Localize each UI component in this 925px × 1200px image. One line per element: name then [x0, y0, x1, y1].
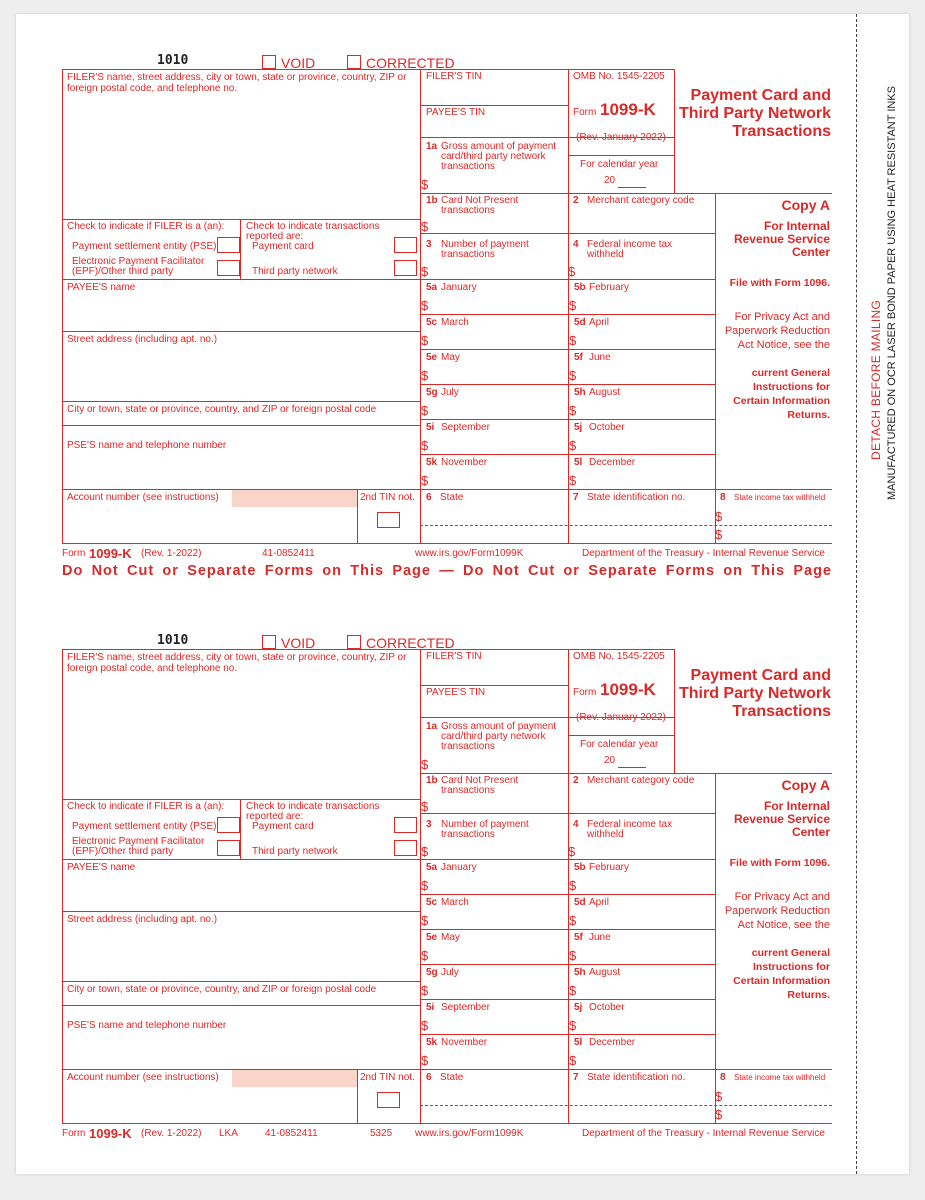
box-3-label: Number of payment transactions: [441, 819, 529, 840]
rule: [357, 1069, 358, 1123]
rule: [420, 894, 715, 895]
box-1a-label: Gross amount of payment card/third party network transactions: [441, 141, 557, 172]
box-1b-label: Card Not Present transactions: [441, 195, 519, 216]
privacy-notice: For Privacy Act and Paperwork Reduction Act Notice, see the: [724, 891, 830, 931]
box-3-label: Number of payment transactions: [441, 239, 529, 260]
box-5i-amount-field[interactable]: [432, 1015, 562, 1032]
copy-label: Copy A: [781, 197, 830, 213]
box-5c-num: 5c: [426, 317, 438, 328]
box-5k-amount-field[interactable]: [432, 1050, 562, 1067]
box-5l-num: 5l: [574, 1037, 583, 1048]
payment-card-checkbox[interactable]: [394, 237, 417, 253]
account-number-field[interactable]: [232, 1070, 357, 1087]
footer-rev: (Rev. 1-2022): [141, 548, 202, 559]
box-5a-num: 5a: [426, 862, 438, 873]
box-5h-dollar: $: [569, 983, 577, 998]
box-5i-dollar: $: [421, 438, 429, 453]
box-7-num: 7: [573, 1072, 579, 1083]
rule: [420, 813, 715, 814]
payment-card-label: Payment card: [252, 821, 314, 832]
box-3-num: 3: [426, 239, 432, 250]
box-5b-dollar: $: [569, 298, 577, 313]
footer-dept: Department of the Treasury - Internal Revenue Service: [582, 1128, 825, 1139]
rule: [62, 799, 420, 800]
second-tin-checkbox[interactable]: [377, 1092, 400, 1108]
box-5h-num: 5h: [574, 387, 586, 398]
form-number: 1099-K: [600, 100, 656, 119]
rule: [420, 349, 715, 350]
box-1b-dollar: $: [421, 219, 429, 234]
box-5b-num: 5b: [574, 282, 586, 293]
box-6-label: State: [440, 492, 464, 503]
box-5i-num: 5i: [426, 422, 435, 433]
omb-number: OMB No. 1545-2205: [573, 651, 665, 662]
box-5e-dollar: $: [421, 948, 429, 963]
box-5b-label: February: [589, 862, 630, 873]
rule: [568, 735, 674, 736]
box-8-dollar: $: [715, 527, 723, 542]
footer-url: www.irs.gov/Form1099K: [415, 1128, 524, 1139]
box-5f-amount-field[interactable]: [580, 365, 710, 382]
box-5h-dollar: $: [569, 403, 577, 418]
box-5d-num: 5d: [574, 897, 586, 908]
box-5k-amount-field[interactable]: [432, 470, 562, 487]
corrected-label: CORRECTED: [366, 635, 455, 651]
rule: [62, 279, 420, 280]
filer-tin-label: FILER'S TIN: [426, 71, 482, 82]
box-5a-label: January: [441, 282, 477, 293]
box-5j-num: 5j: [574, 422, 583, 433]
box-8-dollar: $: [715, 509, 723, 524]
filer-check-title: Check to indicate if FILER is a (an):: [67, 801, 225, 812]
box-5b-label: February: [589, 282, 630, 293]
second-tin-label: 2nd TIN not.: [360, 1072, 415, 1083]
box-5h-amount-field[interactable]: [580, 400, 710, 417]
box-5l-num: 5l: [574, 457, 583, 468]
box-1a-num: 1a: [426, 141, 438, 152]
rule: [420, 1034, 715, 1035]
calendar-year-label: For calendar year: [580, 159, 659, 170]
third-party-checkbox[interactable]: [394, 840, 417, 856]
box-5c-dollar: $: [421, 333, 429, 348]
box-5c-amount-field[interactable]: [432, 330, 562, 347]
box-5a-amount-field[interactable]: [432, 875, 562, 892]
box-5h-num: 5h: [574, 967, 586, 978]
box-8-dollar: $: [715, 1107, 723, 1122]
box-5l-amount-field[interactable]: [580, 470, 710, 487]
box-5g-dollar: $: [421, 403, 429, 418]
box-5a-amount-field[interactable]: [432, 295, 562, 312]
box-3-dollar: $: [421, 264, 429, 279]
year-prefix: 20: [604, 175, 616, 186]
filer-info-field[interactable]: [63, 99, 419, 217]
box-5d-dollar: $: [569, 913, 577, 928]
box-5k-num: 5k: [426, 457, 438, 468]
trans-check-title: Check to indicate transactions reported are:: [246, 801, 380, 822]
rule: [62, 981, 420, 982]
box-5e-label: May: [441, 932, 460, 943]
box-5g-dollar: $: [421, 983, 429, 998]
box-4-label: Federal income tax withheld: [587, 819, 673, 840]
box-5k-dollar: $: [421, 1053, 429, 1068]
footer-form-number: 1099-K: [89, 1126, 132, 1141]
box-5h-label: August: [589, 967, 621, 978]
box-5g-label: July: [441, 967, 459, 978]
epf-checkbox[interactable]: [217, 260, 240, 276]
box-5l-amount-field[interactable]: [580, 1050, 710, 1067]
filer-box-label: FILER'S name, street address, city or town, state or province, country, ZIP or foreign postal code, and telephone no.: [67, 652, 407, 674]
rule: [62, 401, 420, 402]
box-5d-num: 5d: [574, 317, 586, 328]
box-5b-num: 5b: [574, 862, 586, 873]
payment-card-label: Payment card: [252, 241, 314, 252]
second-tin-checkbox[interactable]: [377, 512, 400, 528]
box-5j-dollar: $: [569, 1018, 577, 1033]
city-label: City or town, state or province, country, and ZIP or foreign postal code: [67, 404, 377, 415]
rule: [62, 649, 674, 650]
box-5c-dollar: $: [421, 913, 429, 928]
payee-name-label: PAYEE'S name: [67, 282, 136, 293]
third-party-checkbox[interactable]: [394, 260, 417, 276]
box-5i-amount-field[interactable]: [432, 435, 562, 452]
box-5e-amount-field[interactable]: [432, 945, 562, 962]
box-5a-label: January: [441, 862, 477, 873]
rule: [240, 799, 241, 859]
box-5j-amount-field[interactable]: [580, 1015, 710, 1032]
year-line: [618, 767, 646, 768]
box-5j-label: October: [589, 422, 625, 433]
filer-check-title: Check to indicate if FILER is a (an):: [67, 221, 225, 232]
payee-tin-label: PAYEE'S TIN: [426, 687, 486, 698]
box-5k-label: November: [441, 1037, 488, 1048]
rule: [420, 1105, 832, 1106]
box-5c-num: 5c: [426, 897, 438, 908]
rule: [240, 219, 241, 279]
for-irs-label: For Internal Revenue Service Center: [733, 219, 830, 259]
box-5d-amount-field[interactable]: [580, 910, 710, 927]
box-5a-dollar: $: [421, 298, 429, 313]
box-5h-label: August: [589, 387, 621, 398]
box-5f-label: June: [589, 932, 611, 943]
box-5i-label: September: [441, 1002, 490, 1013]
box-5g-amount-field[interactable]: [432, 400, 562, 417]
box-8-label: State income tax withheld: [734, 493, 826, 502]
rule: [420, 233, 715, 234]
privacy-bold-notice: current General Instructions for Certain Information Returns.: [733, 947, 830, 1001]
box-5j-num: 5j: [574, 1002, 583, 1013]
privacy-bold-notice: current General Instructions for Certain Information Returns.: [733, 367, 830, 421]
account-number-field[interactable]: [232, 490, 357, 507]
rule: [62, 1005, 420, 1006]
pse-checkbox[interactable]: [217, 817, 240, 833]
rule: [420, 105, 568, 106]
box-5c-label: March: [441, 897, 469, 908]
pse-phone-label: PSE'S name and telephone number: [67, 440, 227, 451]
rule: [420, 859, 715, 860]
box-7-label: State identification no.: [587, 1072, 686, 1083]
box-5k-dollar: $: [421, 473, 429, 488]
box-5g-amount-field[interactable]: [432, 980, 562, 997]
footer-url: www.irs.gov/Form1099K: [415, 548, 524, 559]
footer-form-number: 1099-K: [89, 546, 132, 561]
rule: [420, 773, 715, 774]
box-2-label: Merchant category code: [587, 775, 695, 786]
box-5f-dollar: $: [569, 948, 577, 963]
filer-box-label: FILER'S name, street address, city or town, state or province, country, ZIP or foreign postal code, and telephone no.: [67, 72, 407, 94]
box-5c-label: March: [441, 317, 469, 328]
form-code: 1010: [157, 633, 189, 648]
paper-notice: MANUFACTURED ON OCR LASER BOND PAPER USING HEAT RESISTANT INKS: [886, 86, 898, 500]
box-5g-num: 5g: [426, 387, 438, 398]
box-3-dollar: $: [421, 844, 429, 859]
box-5d-label: April: [589, 317, 610, 328]
street-label: Street address (including apt. no.): [67, 914, 218, 925]
street-label: Street address (including apt. no.): [67, 334, 218, 345]
box-7-label: State identification no.: [587, 492, 686, 503]
detach-line: [856, 14, 857, 1174]
box-1a-dollar: $: [421, 757, 429, 772]
box-3-num: 3: [426, 819, 432, 830]
form-title: Payment Card and Third Party Network Transactions: [678, 87, 831, 140]
payment-card-checkbox[interactable]: [394, 817, 417, 833]
form-word: Form: [573, 107, 597, 118]
box-5b-amount-field[interactable]: [580, 295, 710, 312]
rule: [420, 384, 715, 385]
form-word: Form: [573, 687, 597, 698]
box-8-num: 8: [720, 1072, 726, 1083]
rule: [420, 279, 715, 280]
payee-tin-label: PAYEE'S TIN: [426, 107, 486, 118]
box-5l-dollar: $: [569, 473, 577, 488]
corrected-label: CORRECTED: [366, 55, 455, 71]
rule: [715, 193, 832, 194]
rule: [568, 155, 674, 156]
rule: [62, 69, 674, 70]
box-5f-dollar: $: [569, 368, 577, 383]
box-8-num: 8: [720, 492, 726, 503]
revision: (Rev. January 2022): [576, 712, 666, 723]
void-label: VOID: [281, 635, 316, 651]
box-5l-label: December: [589, 457, 636, 468]
box-8-dollar: $: [715, 1089, 723, 1104]
rule: [62, 425, 420, 426]
rule: [420, 489, 832, 490]
footer-lka: LKA: [219, 1128, 238, 1139]
void-label: VOID: [281, 55, 316, 71]
box-5f-num: 5f: [574, 932, 583, 943]
box-5f-amount-field[interactable]: [580, 945, 710, 962]
calendar-year-label: For calendar year: [580, 739, 659, 750]
filer-tin-label: FILER'S TIN: [426, 651, 482, 662]
box-5f-label: June: [589, 352, 611, 363]
box-5l-dollar: $: [569, 1053, 577, 1068]
footer-form-word: Form: [62, 1128, 86, 1139]
rule: [420, 419, 715, 420]
footer-form-word: Form: [62, 548, 86, 559]
box-4-label: Federal income tax withheld: [587, 239, 673, 260]
footer-ein: 41-0852411: [262, 548, 315, 559]
void-checkbox[interactable]: [262, 635, 276, 649]
rule: [420, 1069, 832, 1070]
rule: [420, 193, 715, 194]
box-1b-num: 1b: [426, 195, 438, 206]
rule: [420, 685, 568, 686]
year-line: [618, 187, 646, 188]
footer-ein: 41-0852411: [265, 1128, 318, 1139]
pse-checkbox[interactable]: [217, 237, 240, 253]
rule: [62, 859, 420, 860]
box-5a-dollar: $: [421, 878, 429, 893]
void-checkbox[interactable]: [262, 55, 276, 69]
box-5j-amount-field[interactable]: [580, 435, 710, 452]
box-5i-dollar: $: [421, 1018, 429, 1033]
city-label: City or town, state or province, country, and ZIP or foreign postal code: [67, 984, 377, 995]
file-with-label: File with Form 1096.: [729, 277, 830, 289]
rule: [420, 999, 715, 1000]
box-5e-dollar: $: [421, 368, 429, 383]
third-party-label: Third party network: [252, 846, 338, 857]
box-2-num: 2: [573, 195, 579, 206]
box-5i-num: 5i: [426, 1002, 435, 1013]
form-number: 1099-K: [600, 680, 656, 699]
rule: [62, 911, 420, 912]
rule: [420, 525, 832, 526]
box-5c-amount-field[interactable]: [432, 910, 562, 927]
box-2-label: Merchant category code: [587, 195, 695, 206]
copy-label: Copy A: [781, 777, 830, 793]
omb-number: OMB No. 1545-2205: [573, 71, 665, 82]
rule: [62, 1123, 832, 1124]
box-4-dollar: $: [568, 844, 576, 859]
rule: [420, 454, 715, 455]
box-1b-dollar: $: [421, 799, 429, 814]
pse-phone-label: PSE'S name and telephone number: [67, 1020, 227, 1031]
box-5e-num: 5e: [426, 352, 438, 363]
box-5b-dollar: $: [569, 878, 577, 893]
third-party-label: Third party network: [252, 266, 338, 277]
box-5d-amount-field[interactable]: [580, 330, 710, 347]
for-irs-label: For Internal Revenue Service Center: [733, 799, 830, 839]
box-5b-amount-field[interactable]: [580, 875, 710, 892]
box-6-label: State: [440, 1072, 464, 1083]
rule: [62, 543, 832, 544]
box-5h-amount-field[interactable]: [580, 980, 710, 997]
epf-checkbox[interactable]: [217, 840, 240, 856]
epf-label: Electronic Payment Facilitator (EPF)/Other third party: [72, 836, 205, 857]
box-6-num: 6: [426, 1072, 432, 1083]
footer-rev: (Rev. 1-2022): [141, 1128, 202, 1139]
box-5k-label: November: [441, 457, 488, 468]
trans-check-title: Check to indicate transactions reported are:: [246, 221, 380, 242]
box-4-dollar: $: [568, 264, 576, 279]
privacy-notice: For Privacy Act and Paperwork Reduction Act Notice, see the: [724, 311, 830, 351]
footer-dept: Department of the Treasury - Internal Revenue Service: [582, 548, 825, 559]
footer-code: 5325: [370, 1128, 393, 1139]
form-title: Payment Card and Third Party Network Transactions: [678, 667, 831, 720]
rule: [62, 331, 420, 332]
box-4-num: 4: [573, 819, 579, 830]
box-5l-label: December: [589, 1037, 636, 1048]
box-6-num: 6: [426, 492, 432, 503]
box-1a-label: Gross amount of payment card/third party network transactions: [441, 721, 557, 752]
filer-info-field[interactable]: [63, 679, 419, 797]
account-label: Account number (see instructions): [67, 492, 219, 503]
box-1b-num: 1b: [426, 775, 438, 786]
box-5d-label: April: [589, 897, 610, 908]
box-5e-label: May: [441, 352, 460, 363]
revision: (Rev. January 2022): [576, 132, 666, 143]
form-code: 1010: [157, 53, 189, 68]
box-5g-label: July: [441, 387, 459, 398]
box-4-num: 4: [573, 239, 579, 250]
year-prefix: 20: [604, 755, 616, 766]
box-5j-dollar: $: [569, 438, 577, 453]
rule: [357, 489, 358, 543]
rule: [420, 929, 715, 930]
box-2-num: 2: [573, 775, 579, 786]
box-5g-num: 5g: [426, 967, 438, 978]
box-7-num: 7: [573, 492, 579, 503]
rule: [715, 773, 832, 774]
box-5d-dollar: $: [569, 333, 577, 348]
rule: [420, 964, 715, 965]
pse-label: Payment settlement entity (PSE): [72, 241, 217, 252]
payee-name-label: PAYEE'S name: [67, 862, 136, 873]
corrected-checkbox[interactable]: [347, 635, 361, 649]
box-5j-label: October: [589, 1002, 625, 1013]
box-5e-amount-field[interactable]: [432, 365, 562, 382]
second-tin-label: 2nd TIN not.: [360, 492, 415, 503]
file-with-label: File with Form 1096.: [729, 857, 830, 869]
rule: [420, 314, 715, 315]
box-1a-dollar: $: [421, 177, 429, 192]
box-5i-label: September: [441, 422, 490, 433]
corrected-checkbox[interactable]: [347, 55, 361, 69]
box-1b-label: Card Not Present transactions: [441, 775, 519, 796]
box-5k-num: 5k: [426, 1037, 438, 1048]
account-label: Account number (see instructions): [67, 1072, 219, 1083]
box-8-label: State income tax withheld: [734, 1073, 826, 1082]
box-1a-num: 1a: [426, 721, 438, 732]
detach-notice: DETACH BEFORE MAILING: [869, 299, 883, 460]
rule: [62, 219, 420, 220]
separator-warning: Do Not Cut or Separate Forms on This Page — Do Not Cut or Separate Forms on This Page: [62, 563, 832, 579]
box-5e-num: 5e: [426, 932, 438, 943]
pse-label: Payment settlement entity (PSE): [72, 821, 217, 832]
epf-label: Electronic Payment Facilitator (EPF)/Other third party: [72, 256, 205, 277]
box-5a-num: 5a: [426, 282, 438, 293]
box-5f-num: 5f: [574, 352, 583, 363]
